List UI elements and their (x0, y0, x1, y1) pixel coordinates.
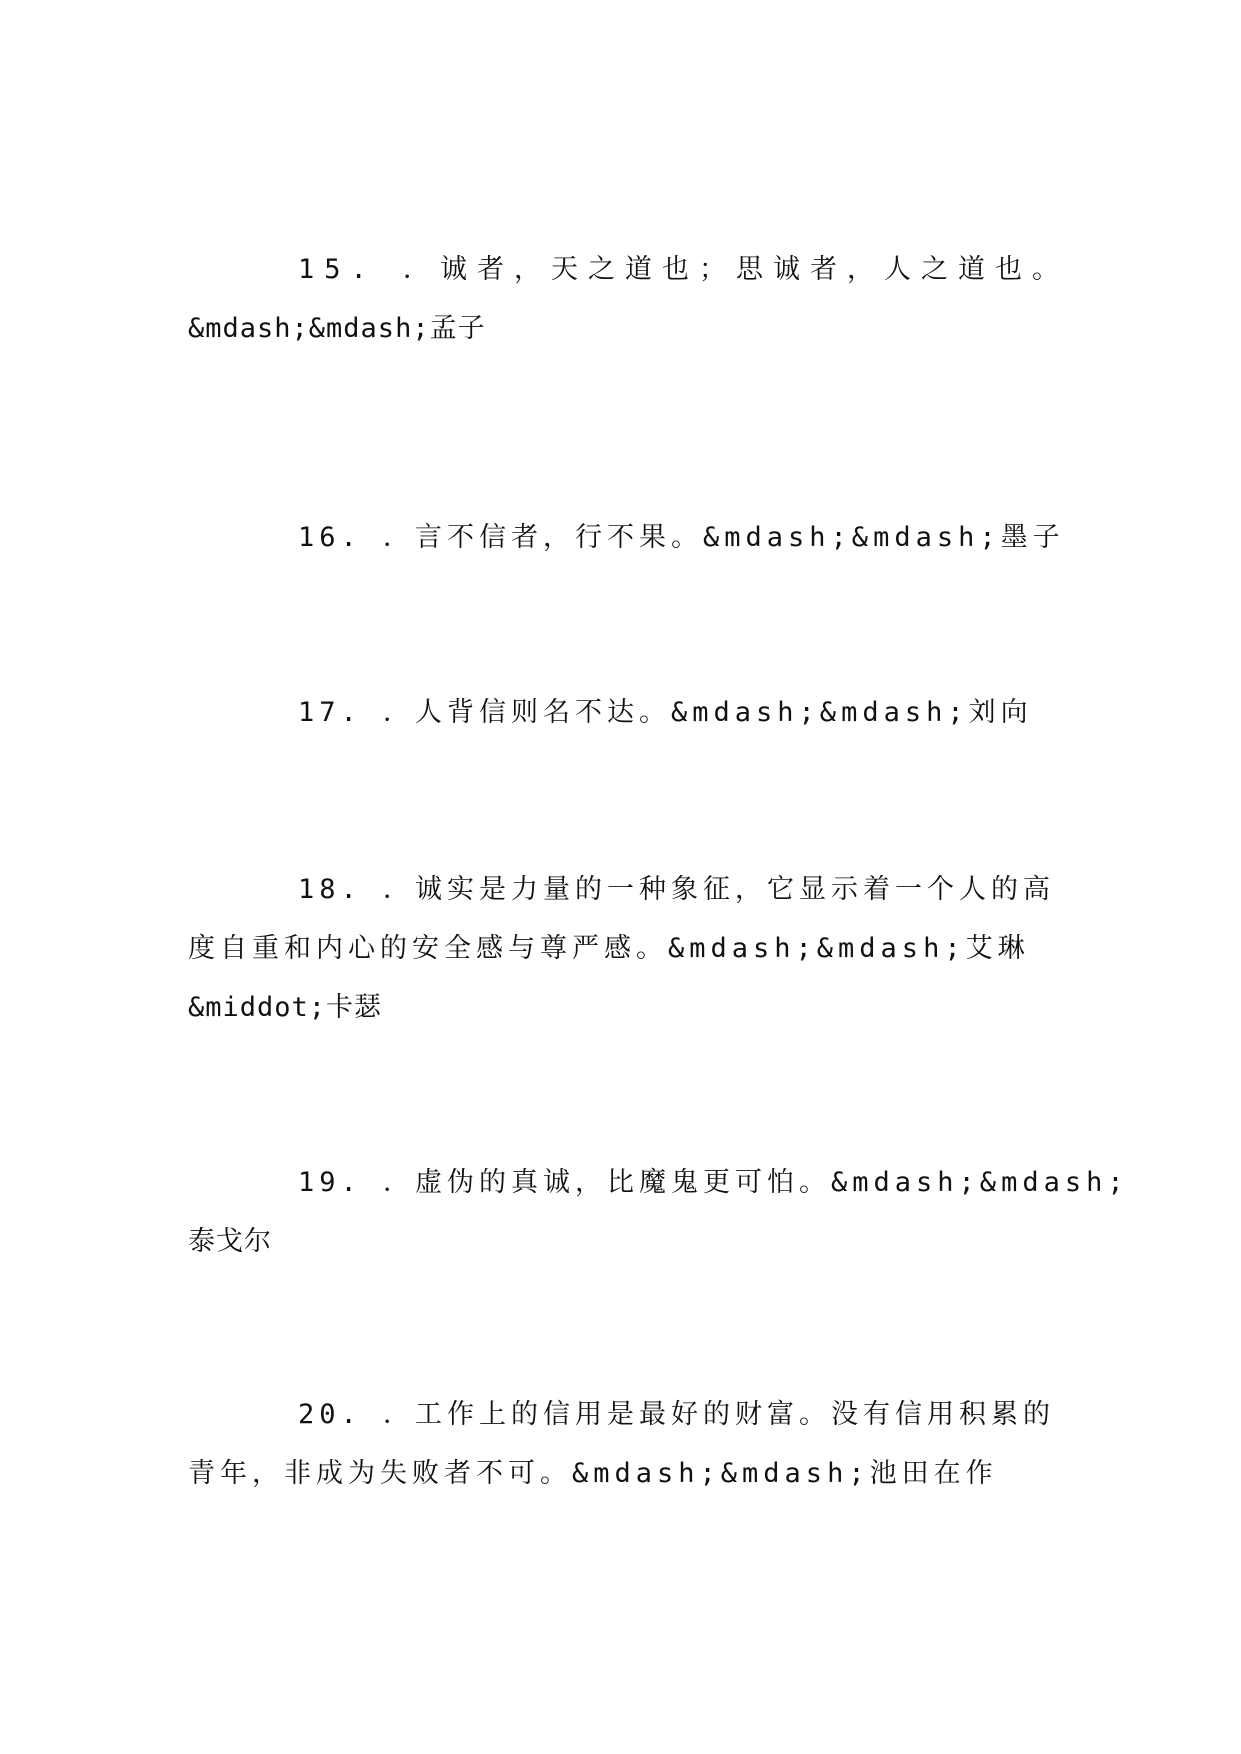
quote-line: 泰戈尔 (188, 1226, 272, 1257)
quote-line: 度自重和内心的安全感与尊严感。&mdash;&mdash;艾琳 (188, 933, 1030, 964)
quote-15 (188, 240, 1070, 358)
quote-17 (188, 683, 1058, 742)
quote-line: 15. ．诚者，天之道也；思诚者，人之道也。 (298, 254, 1070, 285)
quote-18 (188, 860, 1058, 1037)
quote-20 (188, 1385, 1058, 1503)
quote-16 (188, 508, 1065, 567)
quote-line: 青年，非成为失败者不可。&mdash;&mdash;池田在作 (188, 1458, 998, 1489)
quote-line: 16. ．言不信者，行不果。&mdash;&mdash;墨子 (298, 522, 1065, 553)
quote-line: 19. ．虚伪的真诚，比魔鬼更可怕。&mdash;&mdash; (298, 1167, 1129, 1198)
quote-line: &mdash;&mdash;孟子 (188, 313, 486, 344)
quote-19 (188, 1153, 1129, 1271)
quote-line: 18. ．诚实是力量的一种象征，它显示着一个人的高 (298, 874, 1056, 905)
quote-line: 20. ．工作上的信用是最好的财富。没有信用积累的 (298, 1399, 1056, 1430)
quote-line: &middot;卡瑟 (188, 992, 383, 1023)
quote-line: 17. ．人背信则名不达。&mdash;&mdash;刘向 (298, 697, 1033, 728)
